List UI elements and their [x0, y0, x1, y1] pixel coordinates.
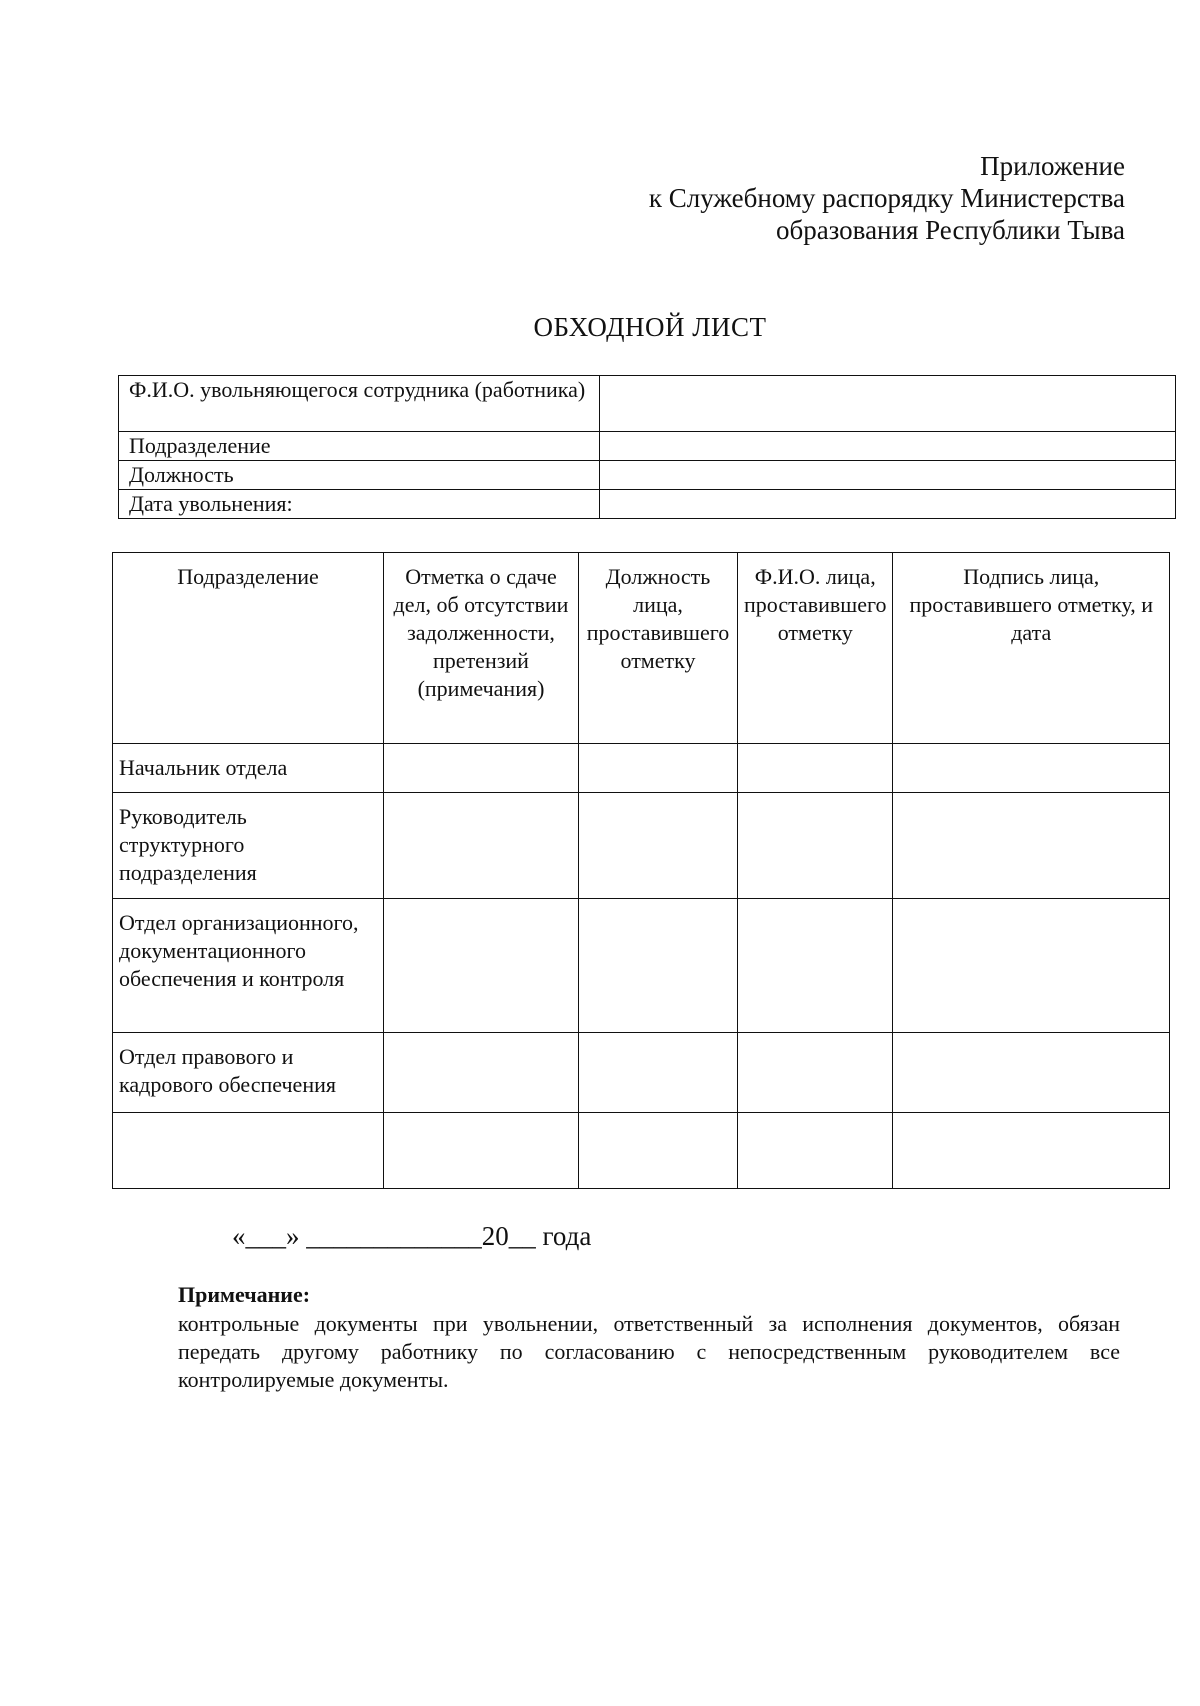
row-label: Отдел организационного, документационного обеспечения и контроля	[113, 899, 384, 1033]
position-cell[interactable]	[579, 744, 738, 793]
appendix-header	[649, 150, 1125, 246]
info-row	[119, 490, 1176, 519]
signature-cell[interactable]	[893, 793, 1170, 899]
document-title: ОБХОДНОЙ ЛИСТ	[533, 312, 767, 342]
note-text: контрольные документы при увольнении, ответственный за исполнения документов, обязан передать другому работнику по согласованию с непосредственным руководителем все контролируемые документы.	[178, 1311, 1120, 1392]
header-line-3: образования Республики Тыва	[775, 215, 1125, 245]
fio-cell[interactable]	[738, 744, 893, 793]
signature-cell[interactable]	[893, 744, 1170, 793]
table-row	[113, 793, 1170, 899]
col-header-signature: Подпись лица, проставившего отметку, и дата	[893, 553, 1170, 744]
table-row	[113, 1113, 1170, 1189]
col-header-mark: Отметка о сдаче дел, об отсутствии задолженности, претензий (примечания)	[384, 553, 579, 744]
info-row	[119, 432, 1176, 461]
fio-cell[interactable]	[738, 1113, 893, 1189]
row-label: Начальник отдела	[113, 744, 384, 793]
header-line-1: Приложение	[980, 151, 1125, 181]
mark-cell[interactable]	[384, 793, 579, 899]
row-label: Руководитель структурного подразделения	[113, 793, 384, 899]
employee-info-table	[118, 375, 1176, 519]
signature-cell[interactable]	[893, 899, 1170, 1033]
mark-cell[interactable]	[384, 744, 579, 793]
position-cell[interactable]	[579, 793, 738, 899]
info-value-department[interactable]	[600, 432, 1176, 461]
position-cell[interactable]	[579, 1113, 738, 1189]
header-line-2: к Служебному распорядку Министерства	[648, 183, 1125, 213]
date-line: «___» _____________20__ года	[232, 1221, 592, 1251]
table-header-row	[113, 553, 1170, 744]
col-header-department: Подразделение	[113, 553, 384, 744]
note-title: Примечание:	[178, 1282, 311, 1307]
position-cell[interactable]	[579, 899, 738, 1033]
fio-cell[interactable]	[738, 1033, 893, 1113]
position-cell[interactable]	[579, 1033, 738, 1113]
col-header-fio: Ф.И.О. лица, проставившего отметку	[738, 553, 893, 744]
mark-cell[interactable]	[384, 899, 579, 1033]
signature-cell[interactable]	[893, 1033, 1170, 1113]
info-value-dismissal-date[interactable]	[600, 490, 1176, 519]
table-row	[113, 899, 1170, 1033]
table-row	[113, 1033, 1170, 1113]
info-value-fio[interactable]	[600, 376, 1176, 432]
row-label	[113, 1113, 384, 1189]
fio-cell[interactable]	[738, 899, 893, 1033]
info-label-fio: Ф.И.О. увольняющегося сотрудника (работника)	[119, 376, 600, 432]
info-label-position: Должность	[119, 461, 600, 490]
info-row	[119, 376, 1176, 432]
info-row	[119, 461, 1176, 490]
signature-cell[interactable]	[893, 1113, 1170, 1189]
table-row	[113, 744, 1170, 793]
row-label: Отдел правового и кадрового обеспечения	[113, 1033, 384, 1113]
info-label-department: Подразделение	[119, 432, 600, 461]
info-value-position[interactable]	[600, 461, 1176, 490]
mark-cell[interactable]	[384, 1033, 579, 1113]
clearance-table	[112, 552, 1170, 1189]
info-label-dismissal-date: Дата увольнения:	[119, 490, 600, 519]
col-header-position: Должность лица, проставившего отметку	[579, 553, 738, 744]
fio-cell[interactable]	[738, 793, 893, 899]
mark-cell[interactable]	[384, 1113, 579, 1189]
